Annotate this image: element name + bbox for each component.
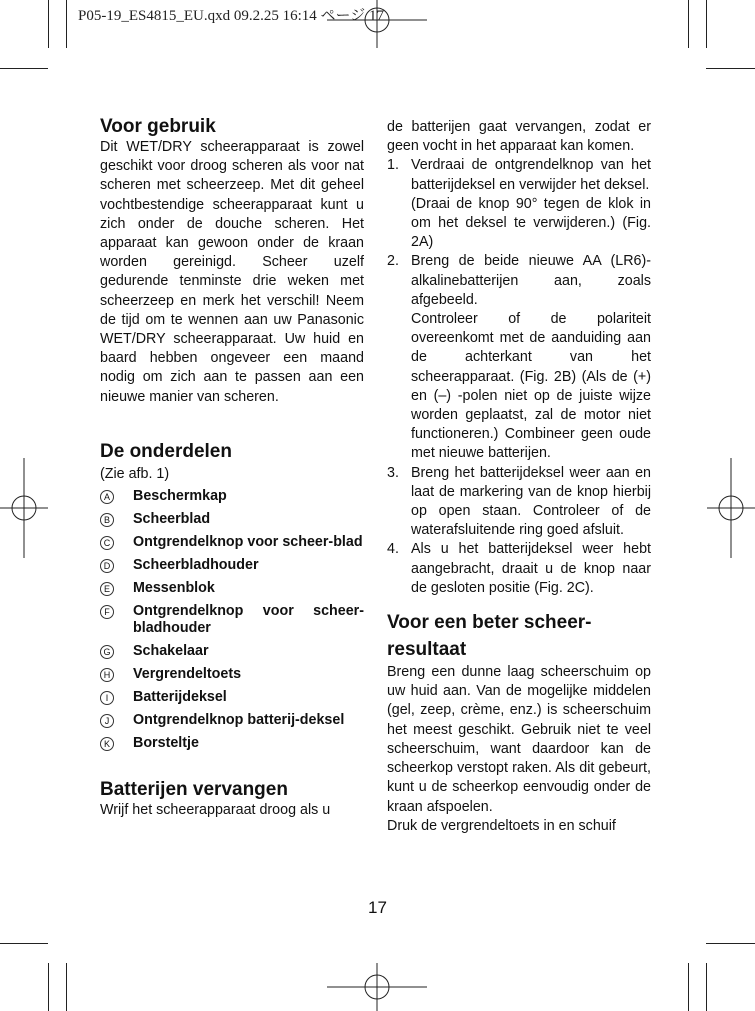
list-item xyxy=(387,464,651,541)
registration-mark-right xyxy=(707,458,755,558)
letter-d: D xyxy=(100,559,114,573)
step-text: Breng de beide nieuwe AA (LR6)-alkalinebatterijen aan, zoals afgebeeld. xyxy=(411,253,651,308)
heading-batterijen: Batterijen vervangen xyxy=(100,779,288,801)
registration-mark-bottom xyxy=(327,963,427,1011)
step-number: 1. xyxy=(387,157,399,174)
letter-b: B xyxy=(100,513,114,527)
part-name: Batterijdeksel xyxy=(133,689,227,706)
list-item xyxy=(387,156,651,252)
part-name: Schakelaar xyxy=(133,643,209,660)
paragraph-use: Dit WET/DRY scheerapparaat is zowel geschikt voor droog scheren als voor nat scheren met scheerzeep. Met dit geheel vochtbestendige scheerapparaat kunt u zich onder de douche scheren. Het apparaat kan gewoon onder de kraan worden gereinigd. Scheer uzelf gedurende tenminste drie weken met scheerzeep en merk het verschil! Neem de tijd om te wennen aan uw Panasonic WET/DRY scheerapparaat. Uw huid en baard hebben ongeveer een maand nodig om zich aan te passen aan een nieuwe manier van scheren. xyxy=(100,139,364,405)
letter-j: J xyxy=(100,714,114,728)
registration-mark-top xyxy=(327,0,427,48)
paragraph-battery: Wrijf het scheerapparaat droog als u xyxy=(100,802,331,819)
list-item xyxy=(100,735,364,752)
letter-h: H xyxy=(100,668,114,682)
list-item xyxy=(100,557,364,574)
step-number: 2. xyxy=(387,253,399,270)
left-column xyxy=(100,115,364,820)
list-item xyxy=(100,603,364,637)
paragraph-result-continued: Druk de vergrendeltoets in en schuif xyxy=(387,817,616,834)
list-item xyxy=(100,643,364,660)
list-item xyxy=(387,540,651,598)
part-name: Ontgrendelknop voor scheer-blad xyxy=(133,534,363,551)
steps-list xyxy=(387,156,651,598)
part-name: Ontgrendelknop batterij-deksel xyxy=(133,712,345,729)
list-item xyxy=(100,666,364,683)
letter-g: G xyxy=(100,645,114,659)
page-number: 17 xyxy=(368,898,387,917)
part-name: Borsteltje xyxy=(133,735,199,752)
list-item xyxy=(387,252,651,463)
letter-f: F xyxy=(100,605,114,619)
letter-e: E xyxy=(100,582,114,596)
paragraph-battery-continued: de batterijen gaat vervangen, zodat er geen vocht in het apparaat kan komen. xyxy=(387,119,651,155)
step-number: 3. xyxy=(387,464,399,481)
step-number: 4. xyxy=(387,541,399,558)
part-name: Scheerbladhouder xyxy=(133,557,259,574)
print-header: P05-19_ES4815_EU.qxd 09.2.25 16:14 ページ 17 xyxy=(78,8,384,24)
right-column xyxy=(387,118,651,836)
step-note: (Draai de knop 90° tegen de klok in om het deksel te verwijderen.) (Fig. 2A) xyxy=(411,195,651,251)
list-item xyxy=(100,712,364,729)
letter-i: I xyxy=(100,691,114,705)
letter-k: K xyxy=(100,737,114,751)
part-name: Vergrendeltoets xyxy=(133,666,242,683)
letter-c: C xyxy=(100,536,114,550)
list-item xyxy=(100,488,364,505)
registration-mark-left xyxy=(0,458,48,558)
parts-reference: (Zie afb. 1) xyxy=(100,465,170,482)
part-name: Beschermkap xyxy=(133,488,227,505)
list-item xyxy=(100,511,364,528)
part-name: Ontgrendelknop voor scheer-bladhouder xyxy=(133,603,364,637)
heading-voor-gebruik: Voor gebruik xyxy=(100,116,216,137)
part-name: Scheerblad xyxy=(133,511,211,528)
paragraph-result: Breng een dunne laag scheerschuim op uw huid aan. Van de mogelijke middelen (gel, zeep, crème, enz.) is scheerschuim het meest geschikt. Gebruik niet te veel scheerschuim, want daardoor kan de scheerkop verstopt raken. Als dit gebeurt, kunt u de scheerkop eenvoudig onder de kraan afspoelen. xyxy=(387,664,651,815)
step-text: Verdraai de ontgrendelknop van het batterijdeksel en verwijder het deksel. xyxy=(411,157,651,193)
list-item xyxy=(100,534,364,551)
heading-onderdelen: De onderdelen xyxy=(100,440,232,462)
step-note: Controleer of de polariteit overeenkomt met de aanduiding aan de achterkant van het scheerapparaat. (Fig. 2B) (Als de (+) en (–) -polen niet op de juiste wijze worden geplaatst, zal de motor niet functioneren.) Combineer geen oude met nieuwe batterijen. xyxy=(411,311,651,462)
parts-list xyxy=(100,488,364,752)
list-item xyxy=(100,580,364,597)
list-item xyxy=(100,689,364,706)
step-text: Breng het batterijdeksel weer aan en laat de markering van de knop hierbij op open staan. Controleer of de waterafsluitende ring goed afsluit. xyxy=(411,464,651,539)
part-name: Messenblok xyxy=(133,580,215,597)
letter-a: A xyxy=(100,490,114,504)
step-text: Als u het batterijdeksel weer hebt aangebracht, draait u de knop naar de gesloten positie (Fig. 2C). xyxy=(411,541,651,596)
heading-beter-resultaat: Voor een beter scheer-resultaat xyxy=(387,612,592,661)
